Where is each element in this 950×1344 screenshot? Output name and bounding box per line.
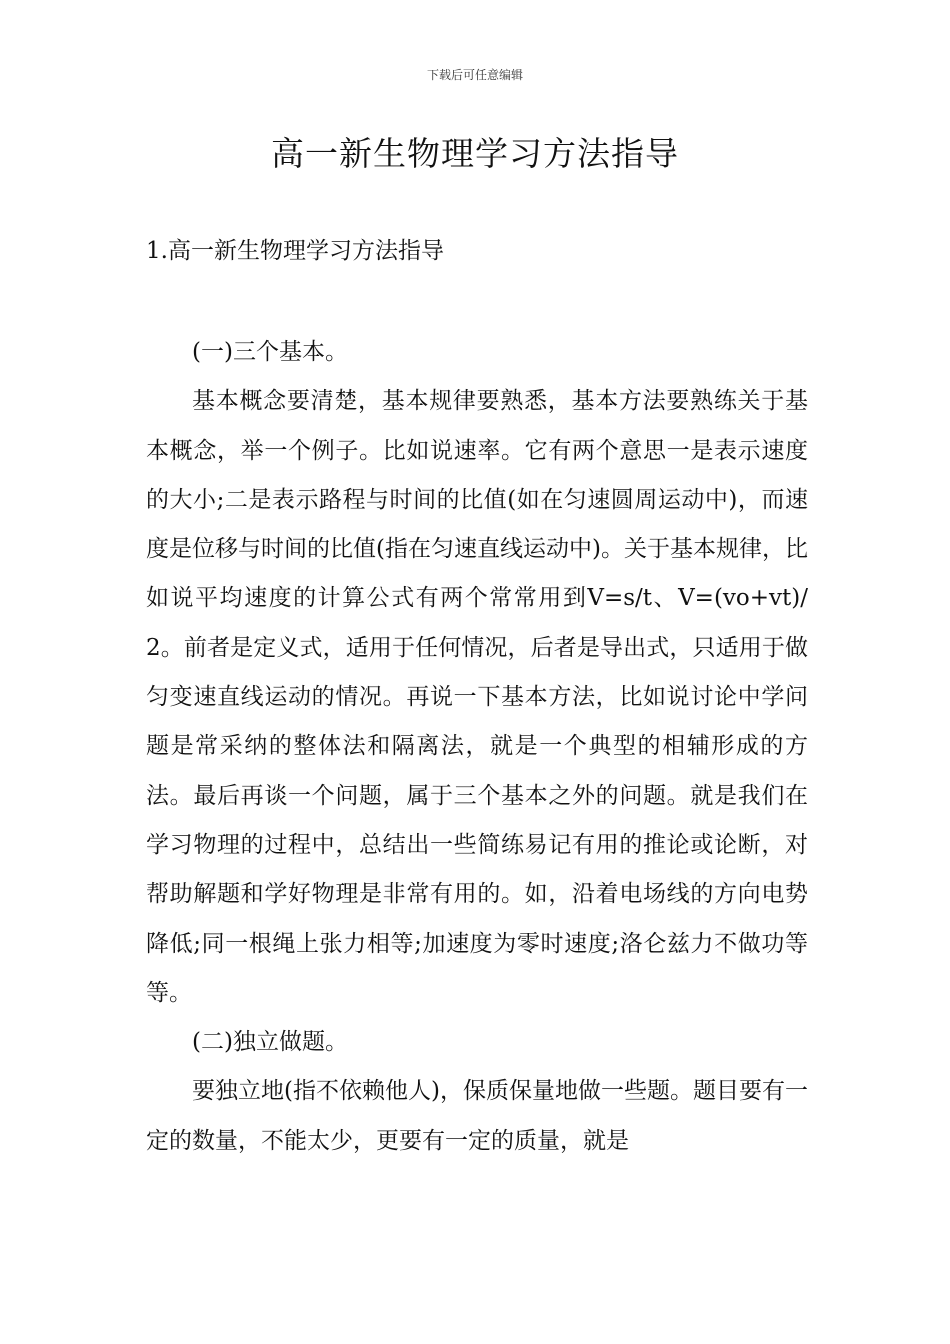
header-note: 下载后可任意编辑 [426, 68, 523, 82]
document-title: 高一新生物理学习方法指导 [271, 134, 679, 173]
subheading-three-basics: (一)三个基本。 [192, 339, 348, 365]
section-heading: 1.高一新生物理学习方法指导 [146, 238, 444, 264]
paragraph-practice: 要独立地(指不依赖他人)，保质保量地做一些题。题目要有一定的数量，不能太少，更要有一定的质量，就是 [146, 1078, 808, 1154]
paragraph-basics: 基本概念要清楚，基本规律要熟悉，基本方法要熟练关于基本概念，举一个例子。比如说速率。它有两个意思一是表示速度的大小;二是表示路程与时间的比值(如在匀速圆周运动中)，而速度是位移与时间的比值(指在匀速直线运动中)。关于基本规律，比如说平均速度的计算公式有两个常常用到V=s/t、V=(vo+vt)/2。前者是定义式，适用于任何情况，后者是导出式，只适用于做匀变速直线运动的情况。再说一下基本方法，比如说讨论中学问题是常采纳的整体法和隔离法，就是一个典型的相辅形成的方法。最后再谈一个问题，属于三个基本之外的问题。就是我们在学习物理的过程中，总结出一些简练易记有用的推论或论断，对帮助解题和学好物理是非常有用的。如，沿着电场线的方向电势降低;同一根绳上张力相等;加速度为零时速度;洛仑兹力不做功等等。 [146, 388, 808, 1006]
body-text [146, 328, 808, 1166]
subheading-independent-practice: (二)独立做题。 [192, 1029, 348, 1056]
